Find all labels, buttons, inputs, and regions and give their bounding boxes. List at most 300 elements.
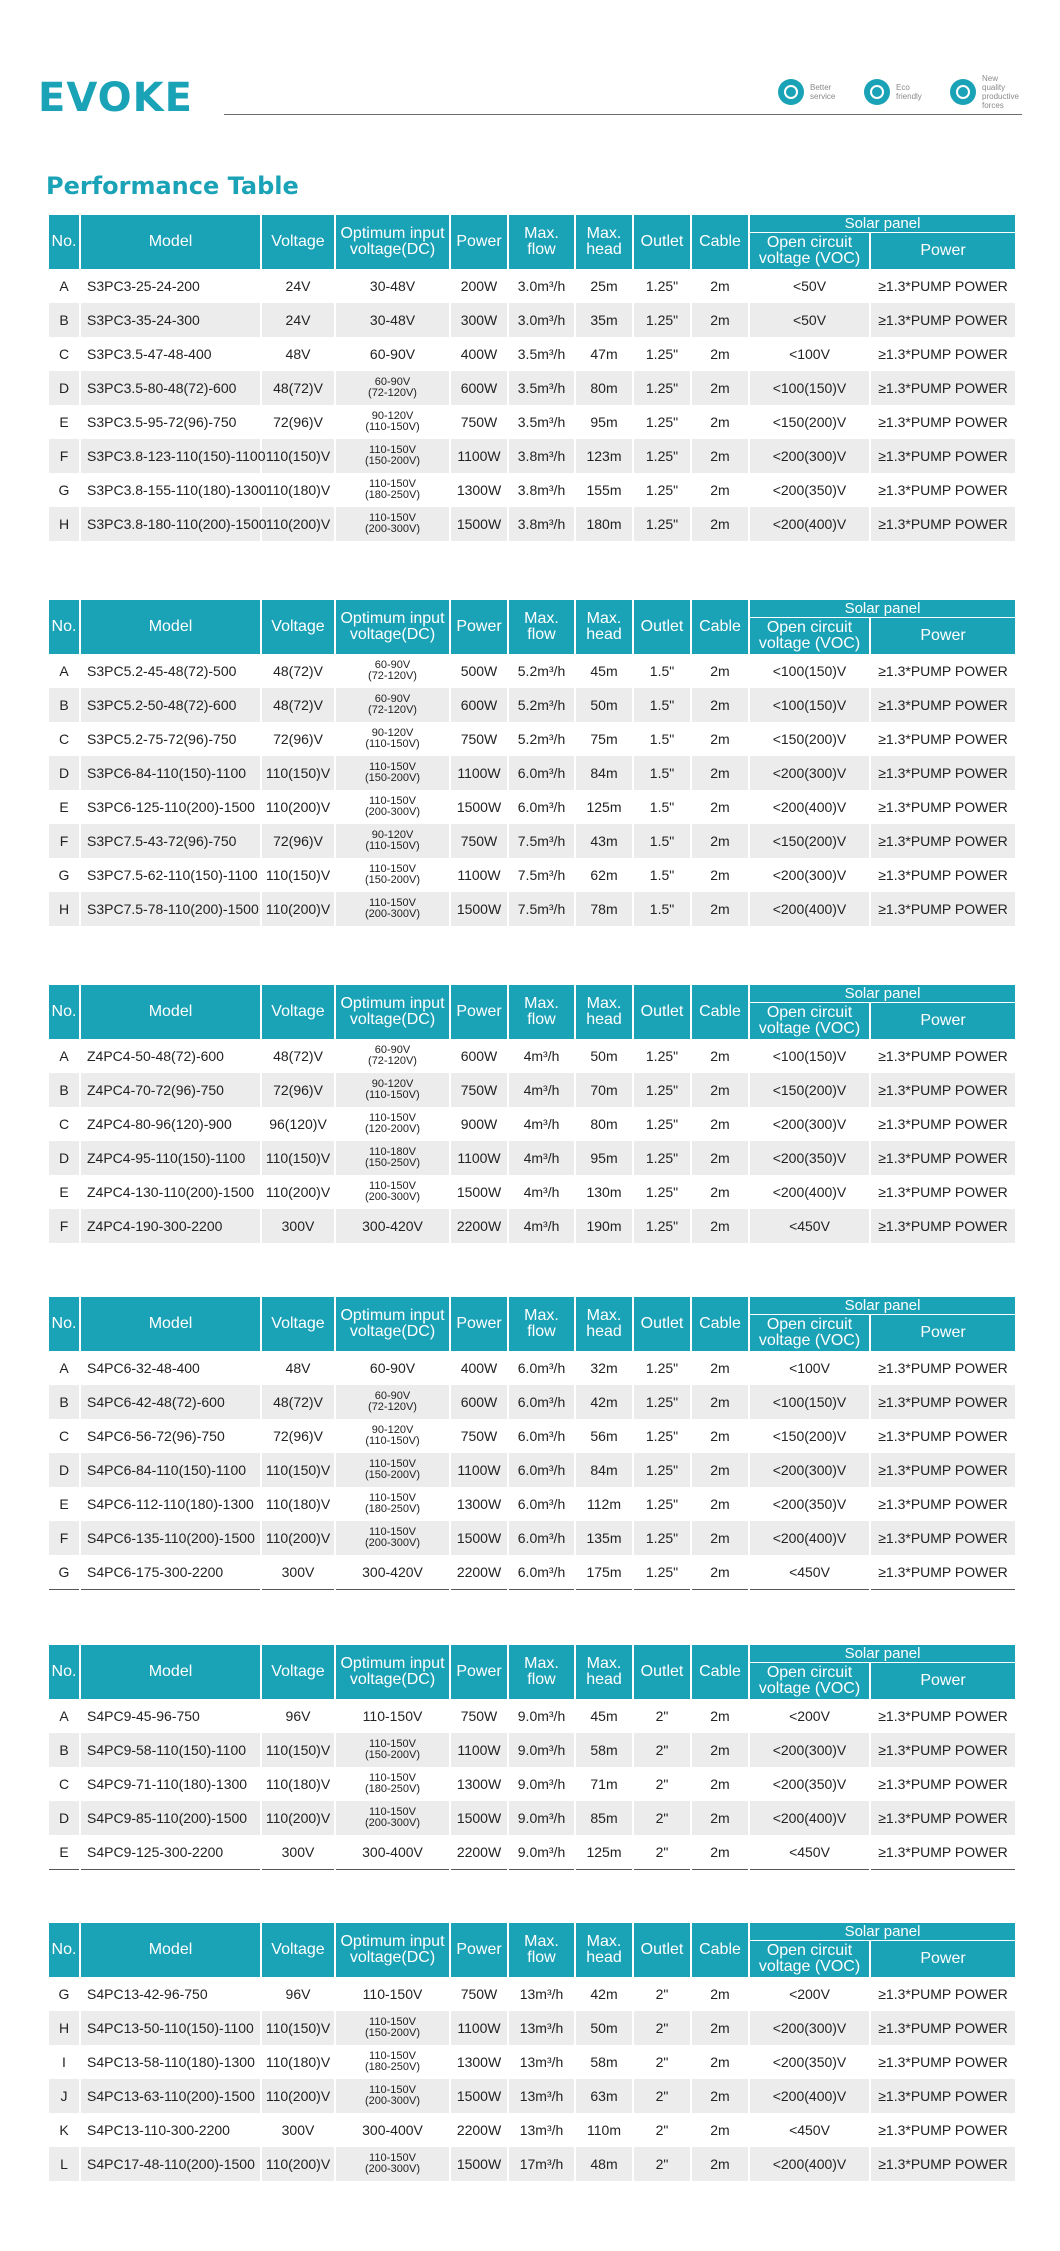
cell-outlet: 2" (634, 1733, 690, 1767)
cell-voltage: 72(96)V (262, 1073, 334, 1107)
cell-flow: 6.0m³/h (517, 1360, 566, 1376)
optimum-line: 110-150V (362, 1986, 423, 2002)
cell-voc: <200(400)V (750, 1801, 869, 1835)
cell-optimum (336, 1699, 449, 1733)
col-cable (692, 215, 748, 269)
optimum-line: 30-48V (369, 312, 416, 328)
col-label: No. (51, 233, 77, 250)
cell-optimum (336, 688, 449, 722)
cell-solar-power: ≥1.3*PUMP POWER (878, 1116, 1008, 1132)
cell-optimum (336, 1453, 449, 1487)
table-row (49, 1107, 1015, 1141)
cell-optimum (336, 2147, 449, 2181)
cell-model: S3PC3.8-155-110(180)-1300 (87, 482, 267, 498)
cell-voltage: 110(180)V (265, 1496, 331, 1512)
cell-cable: 2m (692, 371, 748, 405)
col-label: voltage (VOC) (758, 1680, 861, 1697)
col-optimum (336, 985, 449, 1039)
cell-cable: 2m (692, 1555, 748, 1590)
badge-line: Eco (896, 83, 910, 92)
cell-flow: 6.0m³/h (517, 1428, 566, 1444)
cell-power: 750W (460, 414, 498, 430)
cell-model: S4PC6-42-48(72)-600 (81, 1385, 260, 1419)
col-head (576, 600, 632, 654)
col-label: Max. (524, 995, 559, 1012)
cell-model: S4PC6-135-110(200)-1500 (81, 1521, 260, 1555)
col-optimum (336, 1297, 449, 1351)
col-label: Cable (699, 1663, 741, 1680)
cell-no: E (59, 1184, 69, 1200)
col-label: Power (456, 618, 502, 635)
optimum-line: (110-150V) (365, 1089, 420, 1101)
cell-cable: 2m (692, 507, 748, 541)
cell-optimum (336, 2045, 449, 2079)
cell-no: A (59, 1048, 69, 1064)
cell-flow: 7.5m³/h (509, 892, 574, 926)
optimum-line: (200-300V) (364, 908, 421, 920)
optimum-line: 90-120V (371, 1424, 414, 1436)
cell-flow: 13m³/h (509, 2079, 574, 2113)
cell-voltage: 110(150)V (262, 1141, 334, 1175)
table-row (49, 1175, 1015, 1209)
cell-solar-power: ≥1.3*PUMP POWER (878, 1184, 1008, 1200)
performance-table (47, 985, 1017, 1243)
cell-no: B (49, 1073, 79, 1107)
page-title: Performance Table (46, 172, 299, 200)
badge-new-quality (950, 74, 1022, 110)
cell-voltage: 48(72)V (262, 688, 334, 722)
cell-head: 84m (576, 756, 632, 790)
cell-head: 25m (590, 278, 618, 294)
optimum-line: 110-150V (369, 1806, 416, 1818)
optimum-line: 60-90V (374, 1044, 411, 1056)
table-row (49, 790, 1015, 824)
cell-flow: 13m³/h (509, 2011, 574, 2045)
col-cable (692, 600, 748, 654)
cell-power: 300W (451, 303, 507, 337)
col-optimum (336, 1645, 449, 1699)
cell-solar-power: ≥1.3*PUMP POWER (878, 1048, 1008, 1064)
col-label: voltage(DC) (349, 1671, 436, 1688)
cell-power: 1100W (457, 867, 501, 883)
cell-head: 47m (590, 346, 618, 362)
optimum-line: (200-300V) (364, 1537, 421, 1549)
cell-flow: 5.2m³/h (517, 731, 566, 747)
badge-text (810, 83, 835, 101)
header-rule (224, 114, 1022, 115)
table-row (49, 439, 1015, 473)
optimum-line: 110-150V (369, 2084, 416, 2096)
cell-flow: 4m³/h (509, 1209, 574, 1243)
cell-flow: 3.5m³/h (517, 346, 566, 362)
cell-voltage: 96V (285, 1986, 311, 2002)
cell-solar-power: ≥1.3*PUMP POWER (878, 1776, 1008, 1792)
cell-flow: 6.0m³/h (509, 1521, 574, 1555)
cell-voltage: 48(72)V (273, 663, 323, 679)
optimum-line: 110-150V (369, 1772, 416, 1784)
cell-no: E (59, 414, 69, 430)
cell-solar-power: ≥1.3*PUMP POWER (871, 1835, 1015, 1870)
col-label: Open circuit (766, 1942, 853, 1959)
cell-cable: 2m (692, 1141, 748, 1175)
cell-solar-power: ≥1.3*PUMP POWER (878, 1708, 1008, 1724)
cell-outlet: 2" (634, 2011, 690, 2045)
cell-optimum (336, 1209, 449, 1243)
col-label: Power (920, 1950, 966, 1967)
col-label: Solar panel (844, 1296, 921, 1314)
col-solar-panel (750, 1645, 1015, 1663)
optimum-line: (150-200V) (364, 1749, 421, 1761)
cell-outlet: 1.5" (634, 688, 690, 722)
col-voltage (262, 1297, 334, 1351)
col-label: Cable (699, 1941, 741, 1958)
col-label: Voltage (271, 1003, 325, 1020)
cell-head: 43m (576, 824, 632, 858)
cell-optimum (336, 1767, 449, 1801)
cell-voltage: 72(96)V (273, 731, 323, 747)
col-no (49, 1923, 79, 1977)
cell-cable: 2m (710, 1428, 730, 1444)
cell-voltage: 96V (285, 1708, 311, 1724)
optimum-line: 110-180V (369, 1146, 416, 1158)
col-label: Solar panel (844, 1644, 921, 1662)
col-label: Power (456, 1941, 502, 1958)
table-row (49, 1699, 1015, 1733)
cell-power: 1500W (451, 2147, 507, 2181)
cell-outlet: 1.25" (634, 1209, 690, 1243)
cell-power: 600W (451, 1385, 507, 1419)
cell-outlet: 2" (634, 2147, 690, 2181)
cell-power: 1100W (451, 756, 507, 790)
cell-optimum (336, 2079, 449, 2113)
cell-model: S3PC6-125-110(200)-1500 (87, 799, 255, 815)
col-head (576, 1297, 632, 1351)
col-label: Voltage (271, 1315, 325, 1332)
cell-voltage: 48(72)V (273, 1048, 323, 1064)
col-label: Power (920, 627, 966, 644)
cell-model: S4PC13-63-110(200)-1500 (81, 2079, 260, 2113)
cell-outlet: 1.5" (649, 731, 675, 747)
col-label: Power (456, 1315, 502, 1332)
cell-no: C (58, 1776, 70, 1792)
cell-model: S3PC7.5-43-72(96)-750 (81, 824, 260, 858)
col-label: Optimum input (340, 1933, 445, 1950)
cell-cable: 2m (710, 1360, 730, 1376)
cell-solar-power: ≥1.3*PUMP POWER (871, 1801, 1015, 1835)
cell-head: 63m (576, 2079, 632, 2113)
cell-outlet: 1.25" (645, 278, 679, 294)
table-row (49, 507, 1015, 541)
cell-model: S4PC9-71-110(180)-1300 (87, 1776, 248, 1792)
col-label: Max. (586, 1933, 622, 1950)
optimum-line: 60-90V (374, 659, 411, 671)
cell-head: 112m (587, 1496, 621, 1512)
optimum-line: 110-150V (369, 2016, 416, 2028)
col-no (49, 1645, 79, 1699)
cell-no: A (59, 1708, 69, 1724)
optimum-line: (200-300V) (364, 2163, 421, 2175)
table-row (49, 371, 1015, 405)
cell-voltage: 110(150)V (262, 2011, 334, 2045)
cell-model: S4PC13-110-300-2200 (87, 2122, 230, 2138)
table-row (49, 1039, 1015, 1073)
cell-voltage: 110(150)V (262, 1453, 334, 1487)
cell-voltage: 110(200)V (265, 799, 331, 815)
cell-outlet: 2" (655, 2122, 669, 2138)
table-row (49, 1555, 1015, 1590)
cell-voc: <150(200)V (772, 731, 847, 747)
col-label: voltage(DC) (349, 1011, 436, 1028)
cell-outlet: 1.25" (634, 1453, 690, 1487)
table-row (49, 405, 1015, 439)
cell-outlet: 1.25" (634, 1555, 690, 1590)
cell-voc: <150(200)V (750, 824, 869, 858)
cell-power: 1100W (451, 1141, 507, 1175)
cell-voc: <450V (750, 1835, 869, 1870)
table-row (49, 2045, 1015, 2079)
col-label: Model (148, 1663, 193, 1680)
table-row (49, 337, 1015, 371)
cell-optimum (336, 1555, 449, 1590)
cell-no: D (49, 1801, 79, 1835)
optimum-line: 30-48V (369, 278, 416, 294)
col-label: No. (51, 1315, 77, 1332)
cell-head: 58m (590, 2054, 618, 2070)
cell-flow: 13m³/h (519, 1986, 564, 2002)
cell-flow: 6.0m³/h (509, 1453, 574, 1487)
cell-model: S3PC3-35-24-300 (81, 303, 260, 337)
cell-voltage: 110(200)V (265, 1184, 331, 1200)
optimum-line: 90-120V (371, 727, 414, 739)
cell-voltage: 300V (262, 1835, 334, 1870)
col-solar-panel (750, 600, 1015, 618)
cell-voc: <200V (789, 1986, 830, 2002)
optimum-line: (200-300V) (364, 806, 421, 818)
cell-cable: 2m (692, 1073, 748, 1107)
cell-no: D (49, 371, 79, 405)
col-solar-panel (750, 985, 1015, 1003)
col-head (576, 985, 632, 1039)
cell-no: C (58, 1116, 70, 1132)
cell-head: 42m (576, 1385, 632, 1419)
cell-cable: 2m (692, 892, 748, 926)
cell-solar-power: ≥1.3*PUMP POWER (871, 2079, 1015, 2113)
cell-no: J (49, 2079, 79, 2113)
cell-power: 2200W (451, 1209, 507, 1243)
optimum-line: (200-300V) (364, 2095, 421, 2107)
cell-voc: <200(300)V (772, 867, 847, 883)
col-label: Outlet (640, 1663, 684, 1680)
cell-voc: <200(300)V (750, 439, 869, 473)
optimum-line: (72-120V) (368, 704, 417, 716)
optimum-line: (110-150V) (365, 1435, 420, 1447)
cell-voltage: 110(200)V (262, 892, 334, 926)
col-flow (509, 1645, 574, 1699)
cell-model: Z4PC4-190-300-2200 (81, 1209, 260, 1243)
badge-text (982, 74, 1022, 110)
cell-optimum (336, 1351, 449, 1385)
cell-voc: <100(150)V (750, 688, 869, 722)
cell-voltage: 110(200)V (262, 1521, 334, 1555)
col-label: head (586, 626, 622, 643)
cell-head: 58m (576, 1733, 632, 1767)
cell-outlet: 1.25" (645, 1116, 679, 1132)
cell-cable: 2m (692, 1835, 748, 1870)
cell-flow: 6.0m³/h (509, 756, 574, 790)
cell-flow: 3.8m³/h (509, 439, 574, 473)
cell-head: 84m (576, 1453, 632, 1487)
badge-line: Better (810, 83, 832, 92)
cell-power: 1500W (456, 1184, 502, 1200)
cell-outlet: 1.25" (645, 1496, 679, 1512)
cell-cable: 2m (710, 482, 730, 498)
table-row (49, 269, 1015, 303)
cell-solar-power: ≥1.3*PUMP POWER (871, 1141, 1015, 1175)
cell-solar-power: ≥1.3*PUMP POWER (871, 2147, 1015, 2181)
col-label: Optimum input (340, 995, 445, 1012)
optimum-line: (72-120V) (368, 1401, 417, 1413)
cell-outlet: 1.25" (634, 303, 690, 337)
cell-head: 71m (590, 1776, 618, 1792)
cell-model: S3PC3.5-47-48-400 (87, 346, 212, 362)
cell-cable: 2m (710, 1184, 730, 1200)
cell-voc: <200(400)V (772, 799, 847, 815)
cell-voc: <200(400)V (750, 892, 869, 926)
header-row (49, 1645, 1015, 1663)
cell-power: 750W (451, 1073, 507, 1107)
cell-head: 95m (576, 1141, 632, 1175)
col-label: Power (920, 1324, 966, 1341)
cell-no: G (58, 482, 70, 498)
cell-model: S4PC6-32-48-400 (87, 1360, 200, 1376)
cell-voltage: 24V (262, 303, 334, 337)
cell-cable: 2m (692, 1521, 748, 1555)
cell-flow: 9.0m³/h (509, 1733, 574, 1767)
cell-model: S3PC3-25-24-200 (87, 278, 200, 294)
cell-optimum (336, 269, 449, 303)
cell-model: S4PC17-48-110(200)-1500 (81, 2147, 260, 2181)
cell-head: 78m (576, 892, 632, 926)
cell-head: 50m (576, 2011, 632, 2045)
cell-no: H (49, 892, 79, 926)
cell-voltage: 300V (262, 1555, 334, 1590)
col-no (49, 1297, 79, 1351)
col-label: head (586, 241, 622, 258)
cell-power: 1100W (451, 1733, 507, 1767)
col-label: Model (148, 618, 193, 635)
optimum-line: 300-400V (362, 1844, 423, 1860)
cell-voc: <100V (789, 1360, 830, 1376)
col-outlet (634, 1297, 690, 1351)
optimum-line: (72-120V) (368, 387, 417, 399)
cell-cable: 2m (692, 1733, 748, 1767)
cell-power: 1500W (451, 507, 507, 541)
table-row (49, 1835, 1015, 1870)
table-row (49, 2011, 1015, 2045)
col-label: Power (456, 1663, 502, 1680)
cell-optimum (336, 1487, 449, 1521)
cell-power: 1300W (456, 1496, 502, 1512)
cell-cable: 2m (710, 2054, 730, 2070)
optimum-line: 110-150V (369, 1112, 416, 1124)
cell-solar-power: ≥1.3*PUMP POWER (878, 414, 1008, 430)
col-label: Cable (699, 1315, 741, 1332)
col-label: Max. (524, 1655, 559, 1672)
cell-voc: <200(400)V (750, 2079, 869, 2113)
optimum-line: (110-150V) (365, 738, 420, 750)
optimum-line: (200-300V) (364, 523, 421, 535)
col-solar-power (871, 1663, 1015, 1699)
cell-optimum (336, 2113, 449, 2147)
cell-outlet: 1.5" (649, 663, 675, 679)
cell-solar-power: ≥1.3*PUMP POWER (878, 663, 1008, 679)
cell-head: 35m (576, 303, 632, 337)
col-label: Max. (524, 225, 559, 242)
col-label: Cable (699, 1003, 741, 1020)
cell-optimum (336, 1733, 449, 1767)
table-row (49, 858, 1015, 892)
col-outlet (634, 215, 690, 269)
col-label: Open circuit (766, 619, 853, 636)
col-label: Optimum input (340, 610, 445, 627)
cell-model: S4PC13-42-96-750 (87, 1986, 208, 2002)
cell-head: 130m (586, 1184, 622, 1200)
cell-no: G (49, 1555, 79, 1590)
col-head (576, 1923, 632, 1977)
table-row (49, 2079, 1015, 2113)
cell-cable: 2m (710, 2122, 730, 2138)
col-flow (509, 215, 574, 269)
cell-power: 1500W (451, 1801, 507, 1835)
cell-solar-power: ≥1.3*PUMP POWER (878, 1428, 1008, 1444)
cell-flow: 3.0m³/h (509, 303, 574, 337)
col-label: Voltage (271, 1941, 325, 1958)
cell-no: C (58, 346, 70, 362)
cell-voltage: 110(150)V (262, 439, 334, 473)
badge-line: service (810, 92, 836, 101)
cell-optimum (336, 439, 449, 473)
optimum-line: 60-90V (374, 1390, 411, 1402)
col-label: Open circuit (766, 1004, 853, 1021)
cell-model: Z4PC4-130-110(200)-1500 (87, 1184, 255, 1200)
optimum-line: (150-200V) (364, 455, 421, 467)
cell-flow: 9.0m³/h (509, 1835, 574, 1870)
cell-voc: <200(350)V (772, 1776, 847, 1792)
cell-voltage: 300V (262, 1209, 334, 1243)
cell-voc: <50V (792, 278, 827, 294)
cell-optimum (336, 473, 449, 507)
cell-power: 1500W (456, 799, 502, 815)
cell-solar-power: ≥1.3*PUMP POWER (878, 2054, 1008, 2070)
cell-flow: 3.0m³/h (517, 278, 566, 294)
col-label: Optimum input (340, 1655, 445, 1672)
cell-no: D (49, 756, 79, 790)
cell-no: F (49, 1209, 79, 1243)
cell-power: 1500W (451, 1521, 507, 1555)
cell-outlet: 1.25" (634, 1073, 690, 1107)
col-label: Solar panel (844, 984, 921, 1002)
col-label: Max. (586, 610, 622, 627)
cell-optimum (336, 371, 449, 405)
col-label: Voltage (271, 233, 325, 250)
col-solar-power (871, 1003, 1015, 1039)
cell-cable: 2m (692, 2079, 748, 2113)
cell-head: 135m (576, 1521, 632, 1555)
optimum-line: (180-250V) (364, 2061, 421, 2073)
col-label: Power (456, 1003, 502, 1020)
cell-optimum (336, 1801, 449, 1835)
col-label: Power (920, 1012, 966, 1029)
